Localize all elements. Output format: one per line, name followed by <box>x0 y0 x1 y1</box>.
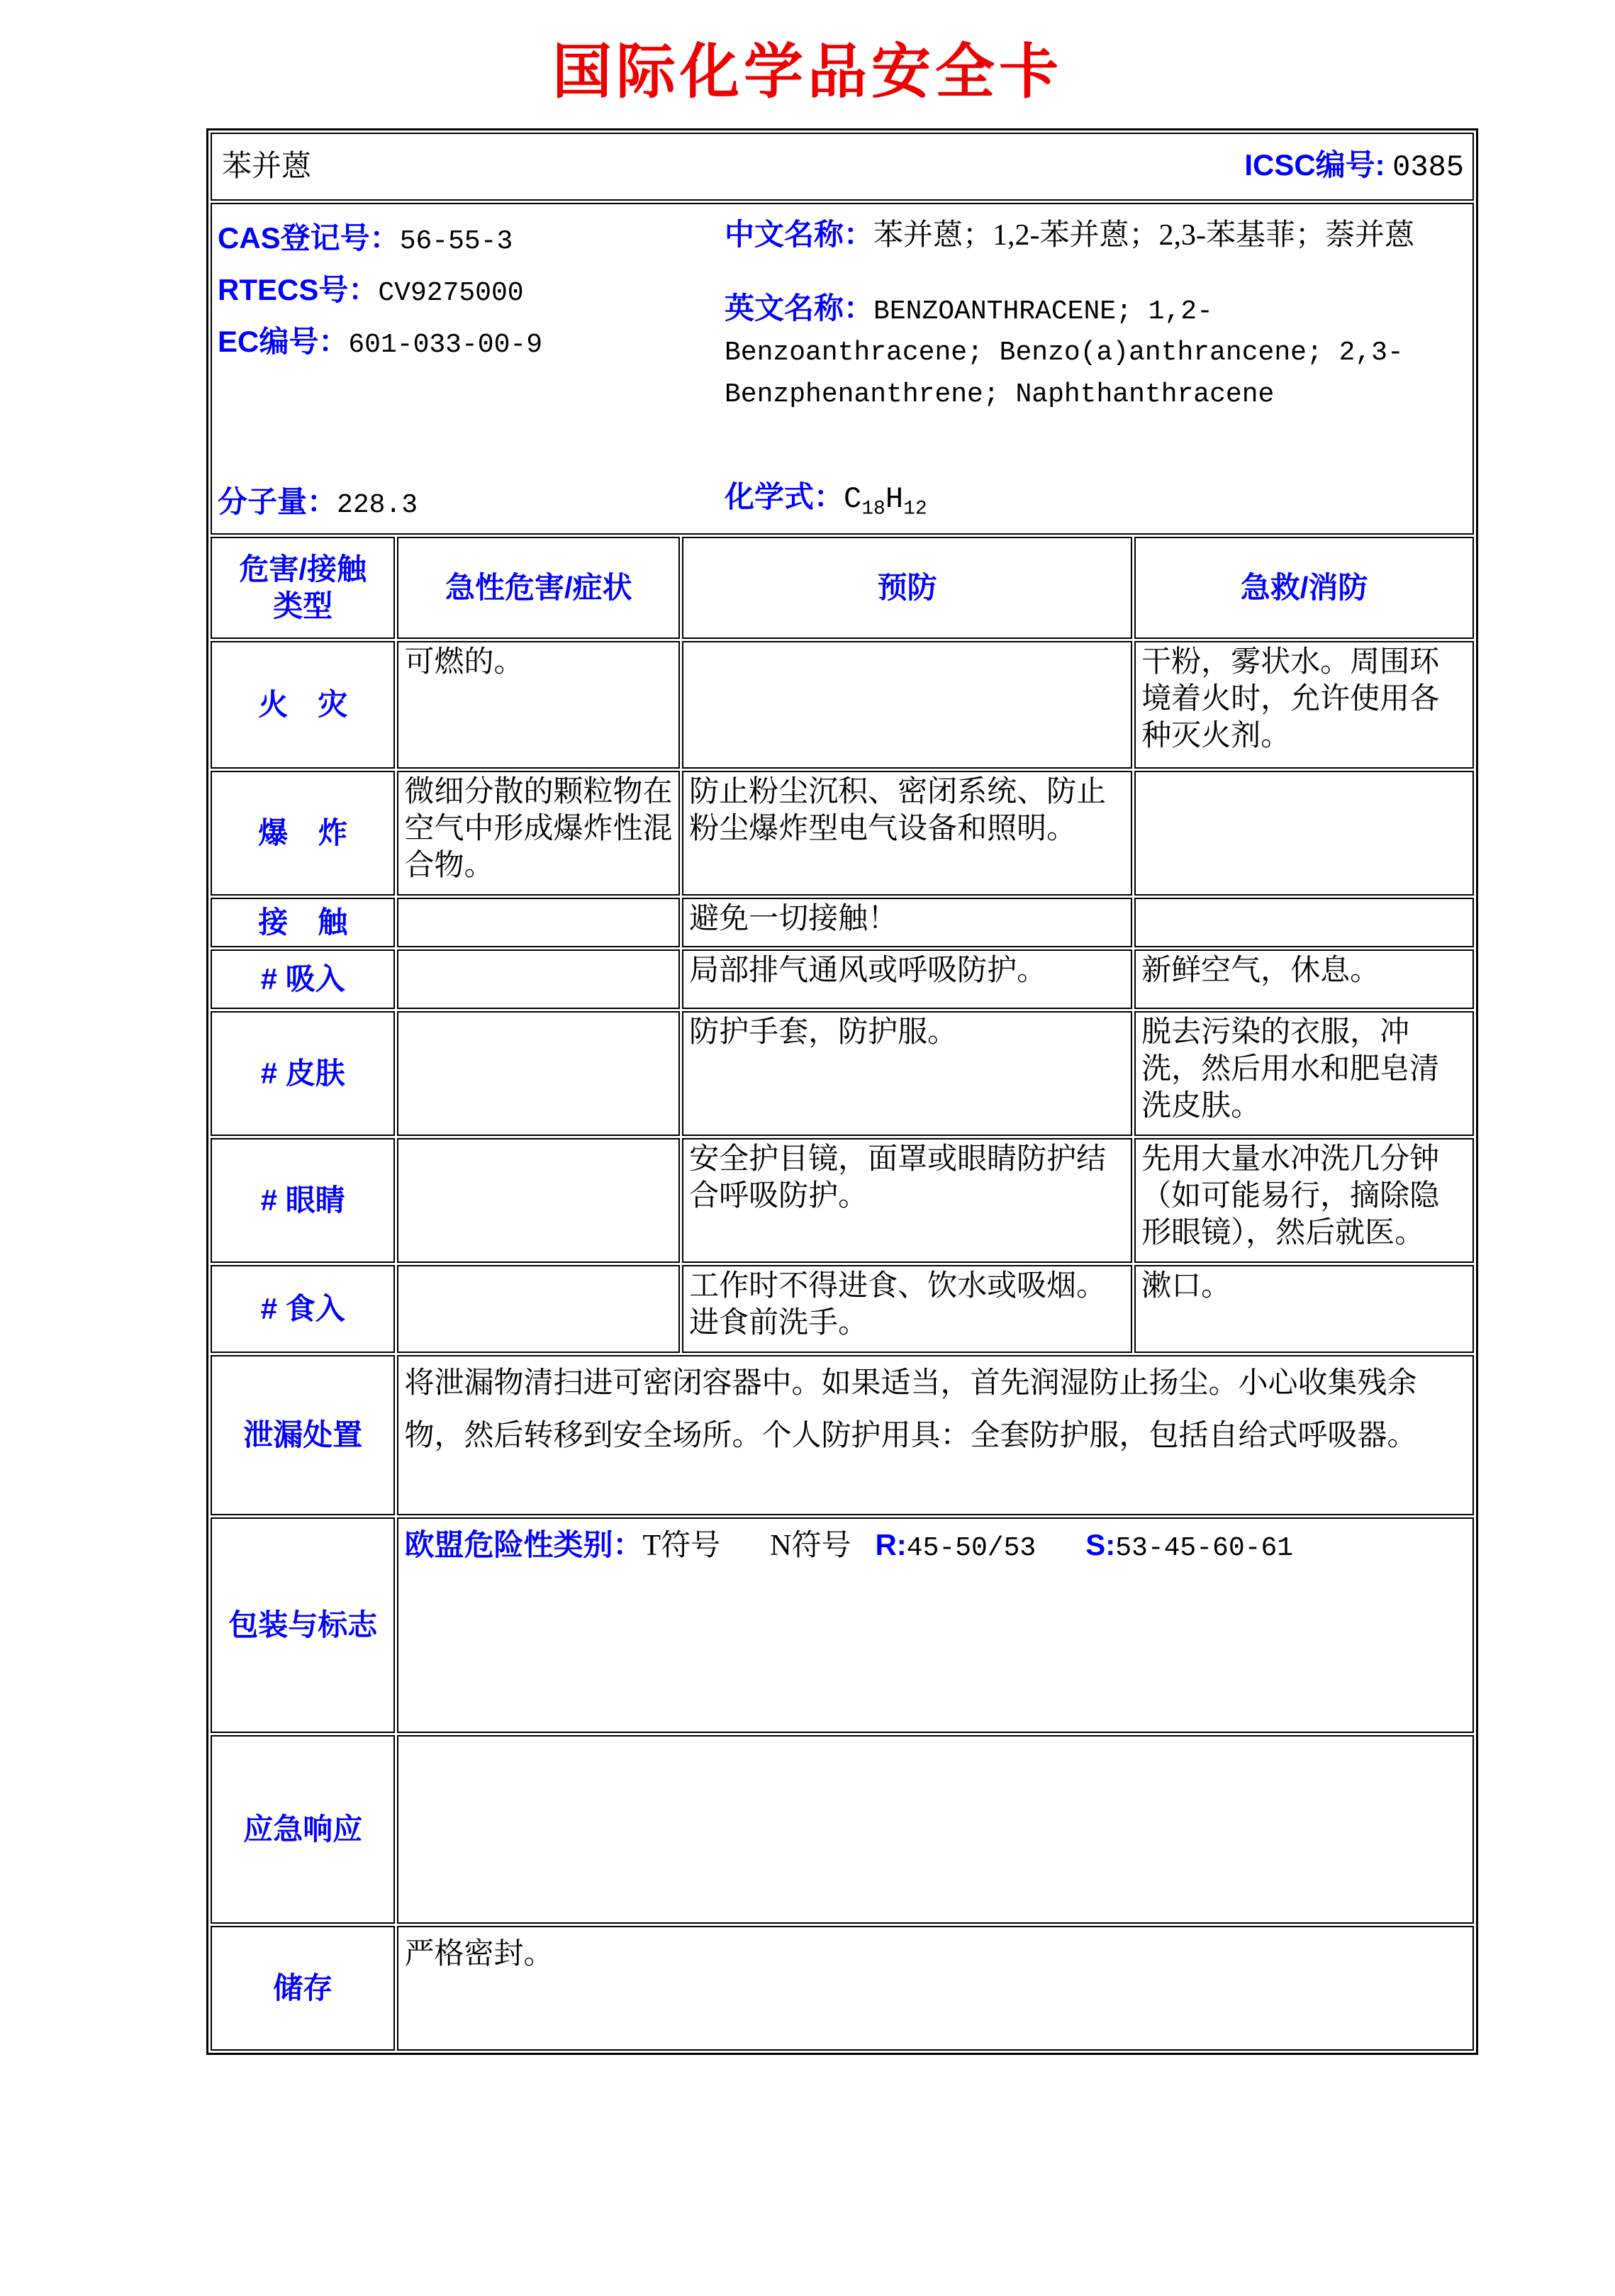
inhalation-firstaid: 新鲜空气，休息。 <box>1134 949 1474 1009</box>
skin-firstaid: 脱去污染的衣服，冲洗，然后用水和肥皂清洗皮肤。 <box>1134 1011 1474 1136</box>
eyes-symptom <box>397 1138 680 1263</box>
header-hazard-type: 危害/接触 类型 <box>211 537 395 639</box>
skin-symptom <box>397 1011 680 1136</box>
fire-prevention <box>682 641 1132 769</box>
chinese-names-label: 中文名称： <box>725 218 874 251</box>
title-row <box>211 133 1474 201</box>
rtecs-line <box>218 266 725 318</box>
cas-label: CAS登记号： <box>218 221 400 255</box>
english-names-label: 英文名称： <box>725 291 874 325</box>
row-label-emergency: 应急响应 <box>211 1735 395 1924</box>
header-symptom: 急性危害/症状 <box>397 537 680 639</box>
rtecs-label: RTECS号： <box>218 273 379 306</box>
contact-firstaid <box>1134 898 1474 947</box>
english-names <box>725 288 1467 413</box>
ingestion-prevention: 工作时不得进食、饮水或吸烟。进食前洗手。 <box>682 1265 1132 1353</box>
table-row-spill <box>211 1355 1474 1515</box>
spill-content: 将泄漏物清扫进可密闭容器中。如果适当，首先润湿防止扬尘。小心收集残余物，然后转移到安全场所。个人防护用具：全套防护服，包括自给式呼吸器。 <box>397 1355 1474 1515</box>
inhalation-prevention: 局部排气通风或呼吸防护。 <box>682 949 1132 1009</box>
t-symbol: T符号 <box>642 1529 721 1562</box>
table-row-ingestion <box>211 1265 1474 1353</box>
page-title: 国际化学品安全卡 <box>552 40 1063 106</box>
ec-value: 601-033-00-9 <box>348 330 543 360</box>
s-value: 53-45-60-61 <box>1115 1533 1294 1564</box>
rtecs-value: CV9275000 <box>378 278 524 308</box>
substance-name: 苯并蒽 <box>222 150 312 183</box>
row-label-fire: 火 灾 <box>211 641 395 769</box>
row-label-spill: 泄漏处置 <box>211 1355 395 1515</box>
ingestion-symptom <box>397 1265 680 1353</box>
row-label-contact: 接 触 <box>211 898 395 947</box>
formula-value: $C_{18}H_{12}$ <box>844 481 927 520</box>
icsc-number-group <box>1244 147 1467 186</box>
eyes-firstaid: 先用大量水冲洗几分钟（如可能易行，摘除隐形眼镜），然后就医。 <box>1134 1138 1474 1263</box>
explosion-firstaid <box>1134 771 1474 896</box>
icsc-label: ICSC编号: <box>1244 148 1385 182</box>
cas-value: 56-55-3 <box>399 226 513 257</box>
chemical-formula-line <box>725 479 1467 522</box>
chinese-names <box>725 214 1467 257</box>
chinese-names-value: 苯并蒽；1,2-苯并蒽；2,3-苯基菲；萘并蒽 <box>873 219 1414 252</box>
identity-left-column <box>218 214 725 532</box>
skin-prevention: 防护手套，防护服。 <box>682 1011 1132 1136</box>
ingestion-firstaid: 漱口。 <box>1134 1265 1474 1353</box>
r-value: 45-50/53 <box>906 1533 1036 1564</box>
molecular-weight-line <box>218 484 725 522</box>
mw-value: 228.3 <box>337 489 418 520</box>
n-symbol: N符号 <box>770 1529 851 1562</box>
eyes-prevention: 安全护目镜，面罩或眼睛防护结合呼吸防护。 <box>682 1138 1132 1263</box>
row-label-skin: # 皮肤 <box>211 1011 395 1136</box>
row-label-ingestion: # 食入 <box>211 1265 395 1353</box>
header-firstaid: 急救/消防 <box>1134 537 1474 639</box>
ec-line <box>218 318 725 369</box>
table-row-contact <box>211 898 1474 947</box>
row-label-inhalation: # 吸入 <box>211 949 395 1009</box>
contact-prevention: 避免一切接触！ <box>682 898 1132 947</box>
eu-class-label: 欧盟危险性类别： <box>404 1528 643 1561</box>
row-label-storage: 储存 <box>211 1926 395 2051</box>
table-row-skin <box>211 1011 1474 1136</box>
explosion-prevention: 防止粉尘沉积、密闭系统、防止粉尘爆炸型电气设备和照明。 <box>682 771 1132 896</box>
header-prevention: 预防 <box>682 537 1132 639</box>
table-row-eyes <box>211 1138 1474 1263</box>
mw-label: 分子量： <box>218 484 337 518</box>
table-row-fire <box>211 641 1474 769</box>
ec-label: EC编号： <box>218 325 349 358</box>
contact-symptom <box>397 898 680 947</box>
row-label-eyes: # 眼睛 <box>211 1138 395 1263</box>
icsc-number: 0385 <box>1392 150 1464 185</box>
formula-label: 化学式： <box>725 479 844 513</box>
table-row-packing <box>211 1517 1474 1733</box>
packing-content <box>397 1517 1474 1733</box>
fire-symptom: 可燃的。 <box>397 641 680 769</box>
emergency-content <box>397 1735 1474 1924</box>
english-names-value: BENZOANTHRACENE; 1,2-Benzoanthracene; Benzo(a)anthrancene; 2,3-Benzphenanthrene; Naphthanthracene <box>725 296 1404 410</box>
storage-content: 严格密封。 <box>397 1926 1474 2051</box>
identity-cell <box>211 203 1474 535</box>
table-row-inhalation <box>211 949 1474 1009</box>
table-row-emergency <box>211 1735 1474 1924</box>
table-row-explosion <box>211 771 1474 896</box>
inhalation-symptom <box>397 949 680 1009</box>
title-cell <box>211 133 1474 201</box>
row-label-explosion: 爆 炸 <box>211 771 395 896</box>
cas-line <box>218 214 725 266</box>
safety-card-table <box>206 128 1478 2055</box>
hazard-header-row <box>211 537 1474 639</box>
table-row-storage <box>211 1926 1474 2051</box>
row-label-packing: 包装与标志 <box>211 1517 395 1733</box>
identity-right-column <box>725 214 1467 532</box>
s-label: S: <box>1085 1528 1116 1561</box>
explosion-symptom: 微细分散的颗粒物在空气中形成爆炸性混合物。 <box>397 771 680 896</box>
fire-firstaid: 干粉，雾状水。周围环境着火时，允许使用各种灭火剂。 <box>1134 641 1474 769</box>
identity-row <box>211 203 1474 535</box>
r-label: R: <box>875 1528 907 1561</box>
